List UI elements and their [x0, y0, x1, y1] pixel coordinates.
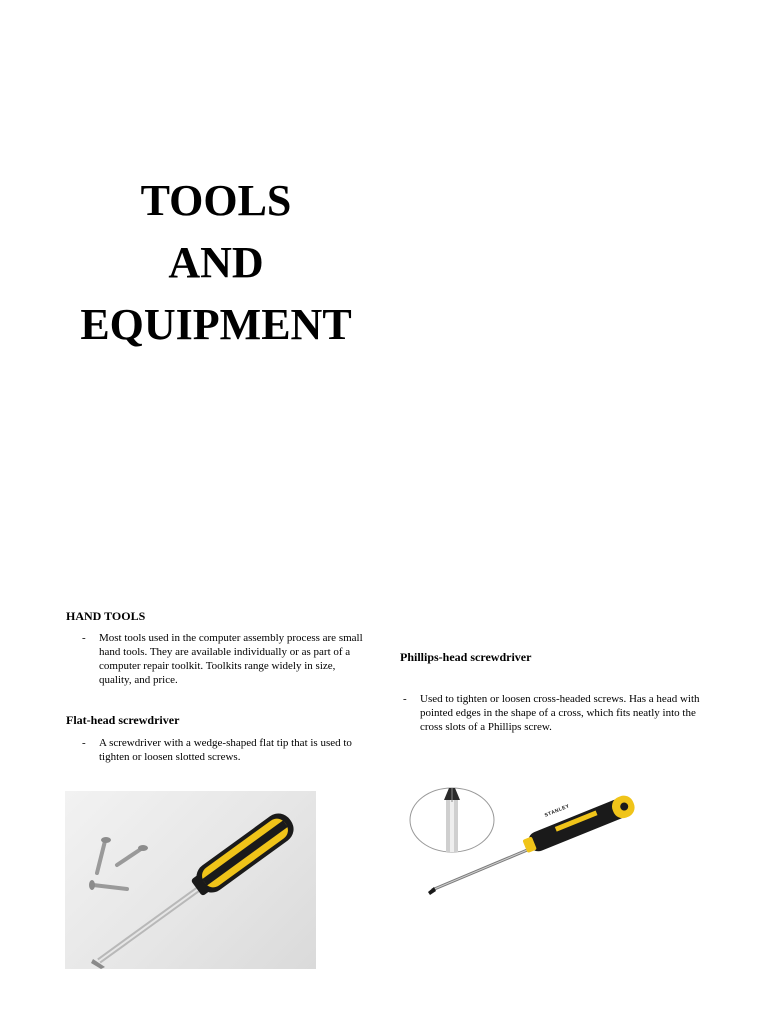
phillips-bullet: [403, 692, 733, 736]
phillips-screwdriver-photo: [400, 780, 640, 900]
hand-tools-bullet: [82, 631, 372, 689]
title-line-1: TOOLS: [140, 176, 292, 225]
page-title: [60, 170, 372, 356]
bullet-text: [99, 631, 363, 687]
text-line: tighten or loosen slotted screws.: [99, 751, 241, 763]
text-line: A screwdriver with a wedge-shaped flat tip that is used to: [99, 737, 352, 749]
text-line: Most tools used in the computer assembly process are small: [99, 632, 363, 644]
title-line-2: AND: [168, 238, 264, 287]
bullet-dash: -: [82, 632, 86, 644]
text-line: quality, and price.: [99, 674, 178, 686]
bullet-text: [420, 692, 700, 734]
flat-head-bullet: [82, 736, 372, 766]
screws-icon: [89, 837, 148, 890]
flat-head-screwdriver-illustration: [65, 791, 316, 969]
text-line: hand tools. They are available individually or as part of a: [99, 646, 351, 658]
phillips-screwdriver-illustration: [400, 780, 640, 900]
flat-head-screwdriver-photo: [65, 791, 316, 969]
bullet-dash: -: [403, 693, 407, 705]
title-line-3: EQUIPMENT: [80, 300, 352, 349]
text-line: computer repair toolkit. Toolkits range widely in size,: [99, 660, 336, 672]
phillips-heading: Phillips-head screwdriver: [400, 650, 532, 664]
flat-head-heading: Flat-head screwdriver: [66, 713, 180, 727]
hand-tools-heading: HAND TOOLS: [66, 609, 146, 623]
bullet-dash: -: [82, 737, 86, 749]
handle-brand-label: STANLEY: [543, 803, 571, 819]
bullet-text: [99, 736, 352, 764]
text-line: Used to tighten or loosen cross-headed screws. Has a head with: [420, 693, 700, 705]
text-line: pointed edges in the shape of a cross, which fits neatly into the: [420, 707, 696, 719]
text-line: cross slots of a Phillips screw.: [420, 721, 552, 733]
